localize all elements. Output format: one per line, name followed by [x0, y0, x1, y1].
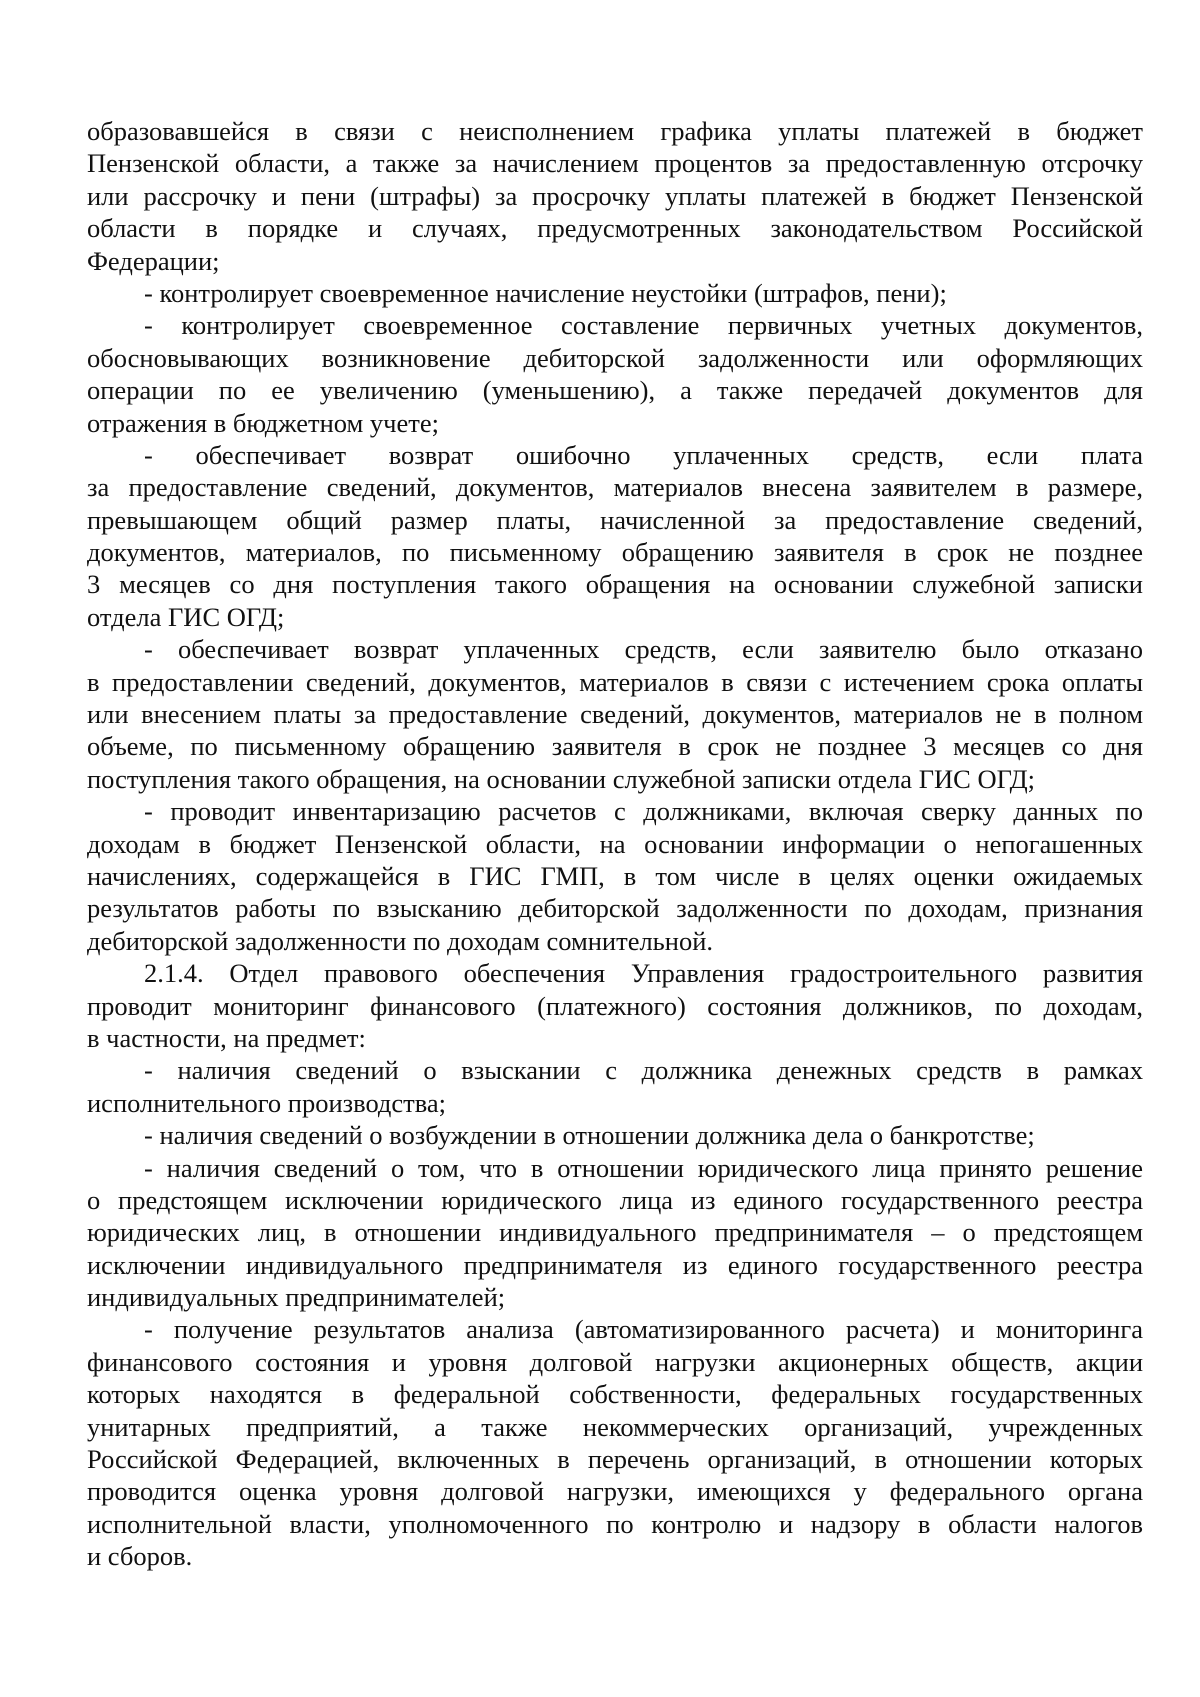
text-line: проводится оценка уровня долговой нагрузки, имеющихся у федерального органа — [87, 1476, 1143, 1507]
text-line: доходам в бюджет Пензенской области, на основании информации о непогашенных — [87, 828, 1143, 859]
text-line: которых находятся в федеральной собственности, федеральных государственных — [87, 1379, 1143, 1410]
text-line: обосновывающих возникновение дебиторской задолженности или оформляющих — [87, 342, 1143, 373]
text-line: отдела ГИС ОГД; — [87, 601, 285, 632]
text-line: в предоставлении сведений, документов, материалов в связи с истечением срока оплаты — [87, 666, 1143, 697]
text-line: - контролирует своевременное составление первичных учетных документов, — [144, 310, 1143, 341]
text-line: области в порядке и случаях, предусмотренных законодательством Российской — [87, 213, 1143, 244]
text-line: начислениях, содержащейся в ГИС ГМП, в том числе в целях оценки ожидаемых — [87, 860, 1143, 891]
text-line: результатов работы по взысканию дебиторской задолженности по доходам, признания — [87, 893, 1143, 924]
text-line: превышающем общий размер платы, начисленной за предоставление сведений, — [87, 504, 1143, 535]
text-line: Пензенской области, а также за начислением процентов за предоставленную отсрочку — [87, 148, 1143, 179]
text-line: Федерации; — [87, 245, 220, 276]
document-body — [87, 115, 1143, 1573]
text-line: объеме, по письменному обращению заявителя в срок не позднее 3 месяцев со дня — [87, 731, 1143, 762]
text-line: документов, материалов, по письменному обращению заявителя в срок не позднее — [87, 537, 1143, 568]
text-line: финансового состояния и уровня долговой нагрузки акционерных обществ, акции — [87, 1346, 1143, 1377]
text-line: о предстоящем исключении юридического лица из единого государственного реестра — [87, 1184, 1143, 1215]
text-line: за предоставление сведений, документов, материалов внесена заявителем в размере, — [87, 472, 1143, 503]
text-line: юридических лиц, в отношении индивидуального предпринимателя – о предстоящем — [87, 1217, 1143, 1248]
text-line: операции по ее увеличению (уменьшению), а также передачей документов для — [87, 375, 1143, 406]
text-line: - проводит инвентаризацию расчетов с должниками, включая сверку данных по — [144, 796, 1143, 827]
text-line: поступления такого обращения, на основании служебной записки отдела ГИС ОГД; — [87, 763, 1036, 794]
text-line: в частности, на предмет: — [87, 1022, 366, 1053]
text-line: - наличия сведений о том, что в отношении юридического лица принято решение — [144, 1152, 1143, 1183]
text-line: образовавшейся в связи с неисполнением графика уплаты платежей в бюджет — [87, 116, 1143, 146]
text-line: исполнительной власти, уполномоченного по контролю и надзору в области налогов — [87, 1508, 1143, 1539]
text-line: - наличия сведений о возбуждении в отношении должника дела о банкротстве; — [144, 1120, 1035, 1151]
text-line: и сборов. — [87, 1541, 193, 1572]
text-line: - наличия сведений о взыскании с должника денежных средств в рамках — [144, 1055, 1143, 1086]
text-line: унитарных предприятий, а также некоммерческих организаций, учрежденных — [87, 1411, 1143, 1442]
text-line: или внесением платы за предоставление сведений, документов, материалов не в полном — [87, 699, 1143, 730]
text-line: 3 месяцев со дня поступления такого обращения на основании служебной записки — [87, 569, 1143, 600]
text-line: дебиторской задолженности по доходам сомнительной. — [87, 925, 713, 956]
text-line: или рассрочку и пени (штрафы) за просрочку уплаты платежей в бюджет Пензенской — [87, 180, 1143, 211]
text-line: отражения в бюджетном учете; — [87, 407, 439, 438]
text-line: - контролирует своевременное начисление неустойки (штрафов, пени); — [144, 277, 947, 308]
text-line: индивидуальных предпринимателей; — [87, 1282, 506, 1313]
text-line: проводит мониторинг финансового (платежного) состояния должников, по доходам, — [87, 990, 1143, 1021]
text-line: - обеспечивает возврат ошибочно уплаченных средств, если плата — [144, 439, 1143, 470]
text-line: исполнительного производства; — [87, 1087, 447, 1118]
text-line: исключении индивидуального предпринимателя из единого государственного реестра — [87, 1249, 1143, 1280]
text-line: - обеспечивает возврат уплаченных средств, если заявителю было отказано — [144, 634, 1143, 665]
text-line: Российской Федерацией, включенных в перечень организаций, в отношении которых — [87, 1444, 1143, 1475]
text-line: 2.1.4. Отдел правового обеспечения Управления градостроительного развития — [144, 958, 1143, 989]
text-line: - получение результатов анализа (автоматизированного расчета) и мониторинга — [144, 1314, 1143, 1345]
